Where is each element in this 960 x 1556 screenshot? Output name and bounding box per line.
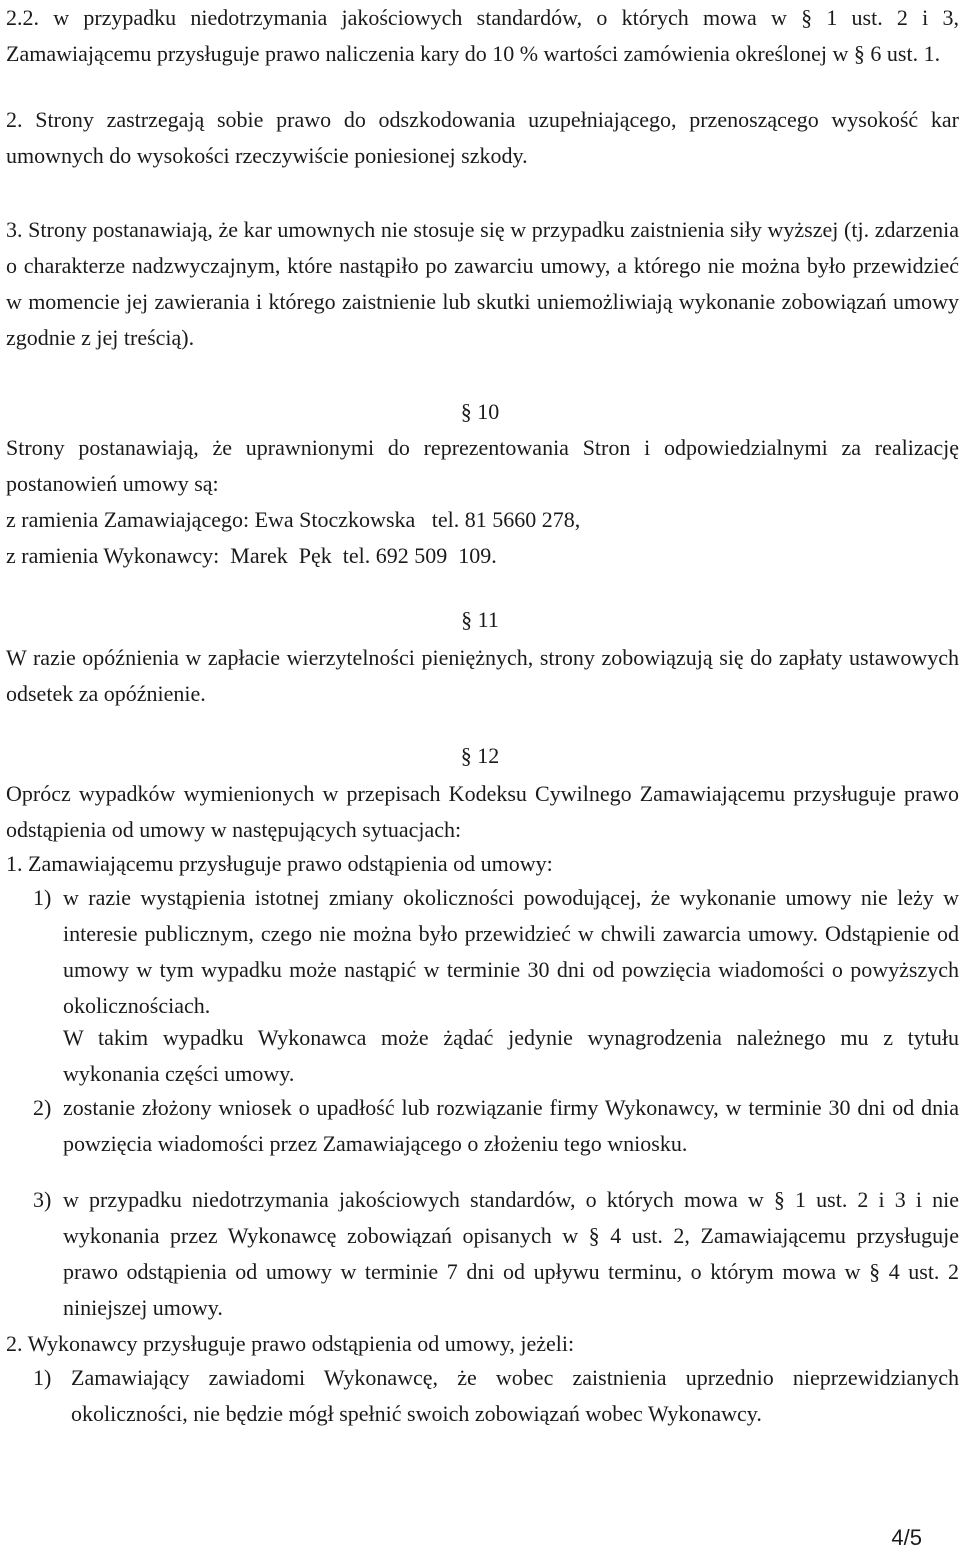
list-number: 2) xyxy=(33,1095,52,1120)
paragraph-2: 2. Strony zastrzegają sobie prawo do odszkodowania uzupełniającego, przenoszącego wysokość kar umownych do wysokości rzeczywiście poniesionej szkody. xyxy=(6,107,959,168)
section-10-contact-client: z ramienia Zamawiającego: Ewa Stoczkowska tel. 81 5660 278, xyxy=(6,507,581,532)
section-12-intro: Oprócz wypadków wymienionych w przepisach Kodeksu Cywilnego Zamawiającemu przysługuje prawo odstąpienia od umowy w następujących sytuacjach: xyxy=(6,781,959,842)
list-text: zostanie złożony wniosek o upadłość lub rozwiązanie firmy Wykonawcy, w terminie 30 dni od dnia powzięcia wiadomości przez Zamawiającego o złożeniu tego wniosku. xyxy=(63,1095,959,1156)
list-text: w razie wystąpienia istotnej zmiany okoliczności powodującej, że wykonanie umowy nie leży w interesie publicznym, czego nie można było przewidzieć w chwili zawarcia umowy. Odstąpienie od umowy w tym wypadku może nastąpić w terminie 30 dni od powzięcia wiadomości o powyższych okolicznościach. xyxy=(63,885,959,1018)
section-10-contact-contractor: z ramienia Wykonawcy: Marek Pęk tel. 692 509 109. xyxy=(6,543,497,568)
section-12-point-2: 2. Wykonawcy przysługuje prawo odstąpienia od umowy, jeżeli: xyxy=(6,1331,575,1356)
section-12-heading: § 12 xyxy=(460,743,500,768)
list-number: 1) xyxy=(33,885,52,910)
paragraph-3: 3. Strony postanawiają, że kar umownych nie stosuje się w przypadku zaistnienia siły wyższej (tj. zdarzenia o charakterze nadzwyczajnym, które nastąpiło po zawarciu umowy, a którego nie można było przewidzieć w momencie jej zawierania i którego zaistnienie lub skutki uniemożliwiają wykonanie zobowiązań umowy zgodnie z jej treścią). xyxy=(6,217,959,350)
list-text: w przypadku niedotrzymania jakościowych standardów, o których mowa w § 1 ust. 2 i 3 i nie wykonania przez Wykonawcę zobowiązań opisanych w § 4 ust. 2, Zamawiającemu przysługuje prawo odstąpienia od umowy w terminie 7 dni od upływu terminu, o którym mowa w § 4 ust. 2 niniejszej umowy. xyxy=(63,1187,959,1320)
paragraph-2-2: 2.2. w przypadku niedotrzymania jakościowych standardów, o których mowa w § 1 ust. 2 i 3, Zamawiającemu przysługuje prawo naliczenia kary do 10 % wartości zamówienia określonej w § 6 ust. 1. xyxy=(6,5,959,66)
list-number: 1) xyxy=(33,1365,52,1390)
list-item-1-1-note: W takim wypadku Wykonawca może żądać jedynie wynagrodzenia należnego mu z tytułu wykonania części umowy. xyxy=(63,1025,959,1086)
section-11-text: W razie opóźnienia w zapłacie wierzytelności pieniężnych, strony zobowiązują się do zapłaty ustawowych odsetek za opóźnienie. xyxy=(6,645,959,706)
section-12-point-1: 1. Zamawiającemu przysługuje prawo odstąpienia od umowy: xyxy=(6,851,553,876)
section-10-text: Strony postanawiają, że uprawnionymi do reprezentowania Stron i odpowiedzialnymi za realizację postanowień umowy są: xyxy=(6,435,959,496)
section-11-heading: § 11 xyxy=(461,607,499,632)
section-10-heading: § 10 xyxy=(460,399,500,424)
list-text: Zamawiający zawiadomi Wykonawcę, że wobec zaistnienia uprzednio nieprzewidzianych okoliczności, nie będzie mógł spełnić swoich zobowiązań wobec Wykonawcy. xyxy=(71,1365,959,1426)
list-number: 3) xyxy=(33,1187,52,1212)
page-number: 4/5 xyxy=(891,1525,922,1550)
